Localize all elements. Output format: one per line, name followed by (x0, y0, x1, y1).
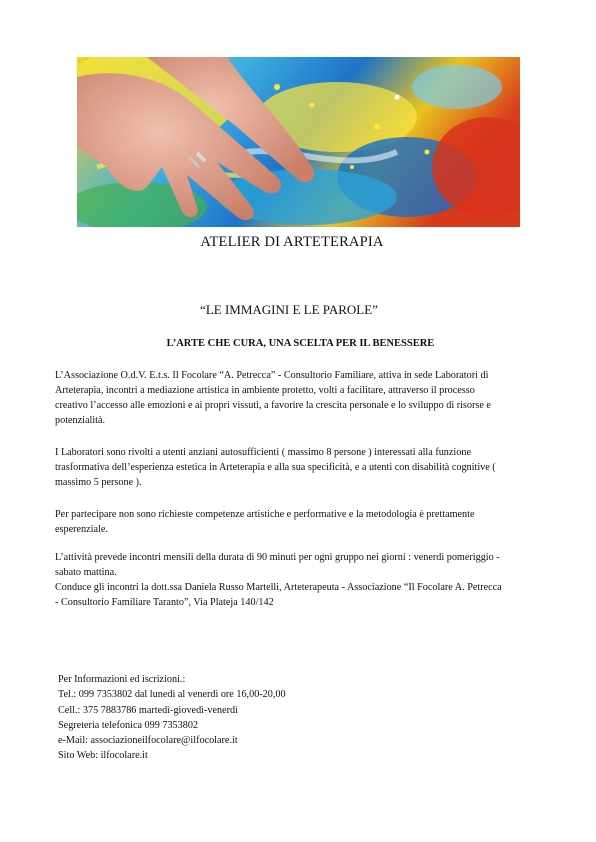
paragraph-conductor: Conduce gli incontri la dott.ssa Daniela Russo Martelli, Arteterapeuta - Associazione “Il Focolare A. Petrecca - Consultorio Familiare Taranto”, Via Plateja 140/142 (55, 582, 502, 608)
paragraph-requirements: Per partecipare non sono richieste competenze artistiche e performative e la metodologia è prettamente esperenziale. (55, 509, 475, 535)
contact-email: e-Mail: associazioneilfocolare@ilfocolare.it (58, 735, 238, 747)
tagline: L’ARTE CHE CURA, UNA SCELTA PER IL BENESSERE (166, 338, 435, 349)
contact-website: Sito Web: ilfocolare.it (58, 750, 148, 762)
paragraph-schedule-group (55, 550, 503, 610)
paragraph-intro: L’Associazione O.d.V. E.t.s. Il Focolare “A. Petrecca” - Consultorio Familiare, attiva in sede Laboratori di Arteterapia, incontri a mediazione artistica in ambiente protetto, volti a facilitare, attraverso il processo creativo l’accesso alle emozioni e ai propri vissuti, a favorire la crescita personale e lo sviluppo di risorse e potenzialità. (55, 370, 491, 426)
page-title: ATELIER DI ARTETERAPIA (200, 234, 384, 250)
contact-voicemail: Segreteria telefonica 099 7353802 (58, 719, 199, 731)
contact-mobile: Cell.: 375 7883786 martedì-giovedì-venerdì (58, 704, 238, 716)
contact-info (58, 672, 286, 764)
paragraph-schedule: L’attività prevede incontri mensili della durata di 90 minuti per ogni gruppo nei giorni : venerdì pomeriggio - sabato mattina. (55, 552, 500, 578)
hands-painting-icon (77, 57, 520, 227)
contact-heading: Per Informazioni ed iscrizioni.: (58, 674, 186, 685)
header-image-hands-painting (77, 57, 520, 227)
contact-phone: Tel.: 099 7353802 dal lunedì al venerdì ore 16,00-20,00 (58, 689, 286, 701)
paragraph-target-users: I Laboratori sono rivolti a utenti anziani autosufficienti ( massimo 8 persone ) interessati alla funzione trasformativa dell’esperienza estetica in Arteterapia e alla sua specificità, e a utenti con disabilità cognitive ( massimo 5 persone ). (55, 447, 496, 488)
page-subtitle: “LE IMMAGINI E LE PAROLE” (200, 302, 378, 317)
